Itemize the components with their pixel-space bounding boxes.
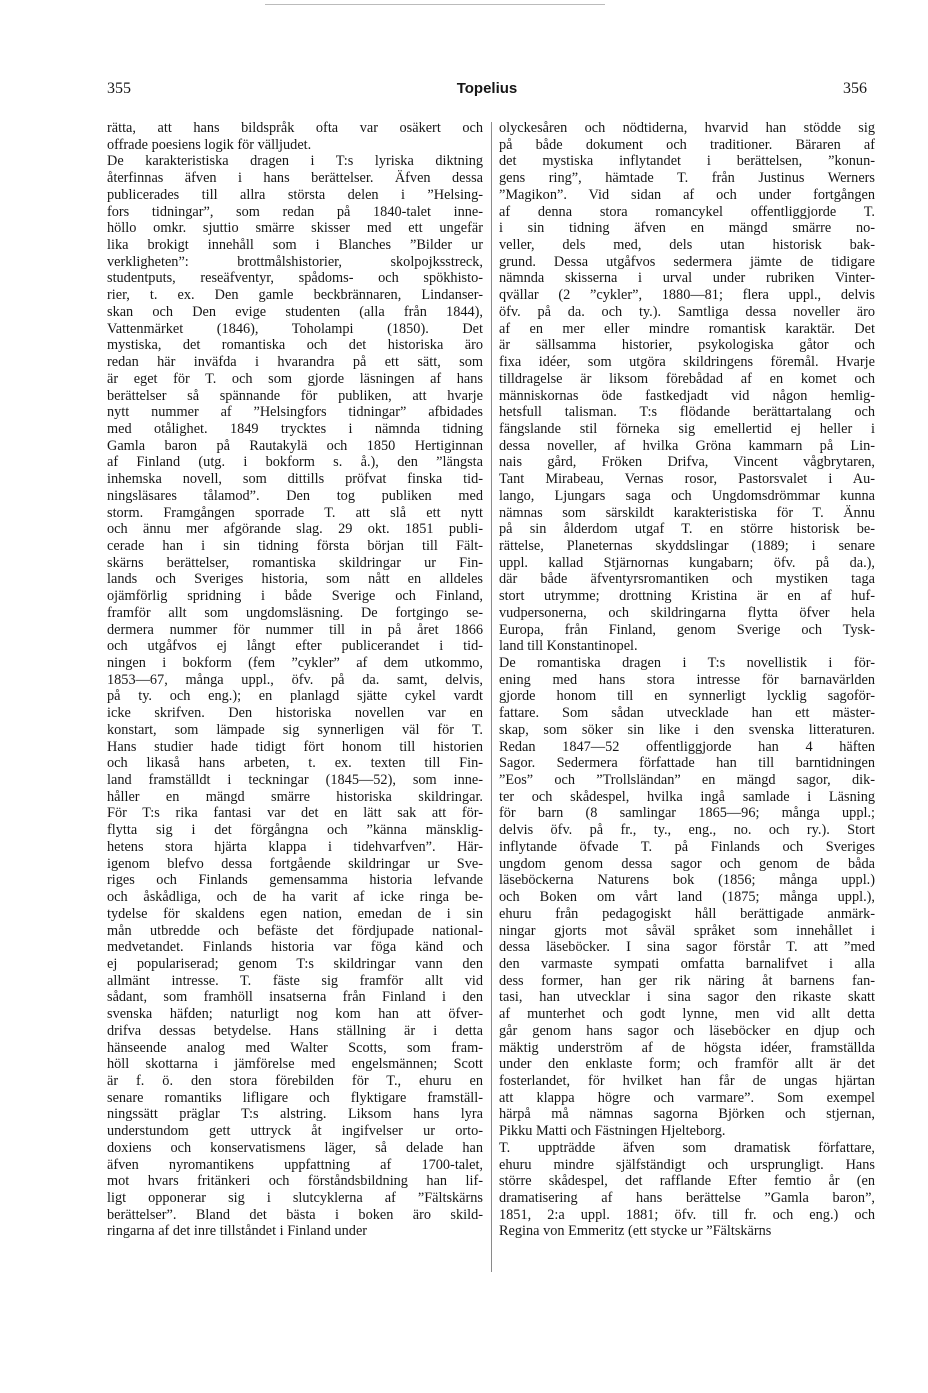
text-line: olyckesåren och nödtiderna, hvarvid han stödde sig xyxy=(499,120,875,136)
text-line: ”Eos” och ”Trollsländan” en mängd sagor, dik- xyxy=(499,772,875,789)
text-line: redan här inväfda i hvarandra på ett sätt, som xyxy=(107,354,483,371)
text-line: där både äfventyrsromantiken och mystiken taga xyxy=(499,571,875,588)
text-line: dessa noveller, af hvilka Gröna kammarn på Lin- xyxy=(499,437,875,454)
text-line: rier, t. ex. Den gamle beckbrännaren, Lindanser- xyxy=(107,287,483,304)
text-line: och utgåfvos ej långt efter publicerandet i tid- xyxy=(107,638,483,655)
text-line: med otålighet. 1849 trycktes i nämnda tidning xyxy=(107,420,483,437)
text-line: tasi, han utvecklar i sina sagor den rikaste skatt xyxy=(499,989,875,1006)
text-line: fors tidningar”, som redan på 1840-talet inne- xyxy=(107,203,483,220)
text-line: och åskådliga, och de ha varit af icke ringa be- xyxy=(107,889,483,906)
text-line: gens ring”, hämtade T. från Justinus Werners xyxy=(499,170,875,187)
text-line: igenom blefvo dessa fortgående skildringar ur Sve- xyxy=(107,855,483,872)
text-line: ”Magikon”. Vid sidan af och under fortgången xyxy=(499,186,875,203)
text-line: att klappa högre och varmare”. Som exempel xyxy=(499,1089,875,1106)
text-line: höllo omkr. sjuttio smärre skisser med ett ungefär xyxy=(107,220,483,237)
text-line: i sin tidning äfven en mängd smärre no- xyxy=(499,220,875,237)
text-line: cerade han i sin tidning första början till Fält- xyxy=(107,537,483,554)
text-line: dermera nummer för nummer till in på året 1866 xyxy=(107,621,483,638)
text-line: och likaså hans arbeten, t. ex. texten till Fin- xyxy=(107,755,483,772)
text-line: ehuru mindre själfständigt och ursprungligt. Hans xyxy=(499,1156,875,1173)
text-line: Regina von Emmeritz (ett stycke ur ”Fältskärns xyxy=(499,1223,772,1240)
text-line: är eget för T. och som gjorde läsningen af hans xyxy=(107,370,483,387)
text-line: Redan 1847—52 offentliggjorde han 4 häften xyxy=(499,738,875,755)
text-line: fosterlandet, för hvilket han får de ungas hjärtan xyxy=(499,1072,875,1089)
text-line: allmänt intresse. T. fäste sig framför allt vid xyxy=(107,972,483,989)
text-line: på sin ålderdom utgaf T. en större historisk be- xyxy=(499,521,875,538)
left-column xyxy=(107,120,483,1240)
text-line: inhemska novell, som dittills pröfvat finska tid- xyxy=(107,471,483,488)
top-rule xyxy=(265,4,605,5)
text-line: fängslande stil förneka sig emellertid ej heller i xyxy=(499,420,875,437)
text-line: dess former, han ger rik näring åt barnens fan- xyxy=(499,972,875,989)
text-line: ojämförlig spridning i både Sverige och Finland, xyxy=(107,588,483,605)
text-line: svenska häfden; naturligt nog kom han att öfver- xyxy=(107,1006,483,1023)
text-line: De romantiska dragen i T:s novellistik i för- xyxy=(499,655,875,671)
text-line: ningsläsares tålamod”. Den tog publiken med xyxy=(107,487,483,504)
text-line: delvis öfv. på fr., ty., eng., no. och ry.). Stort xyxy=(499,822,875,839)
page-title: Topelius xyxy=(456,80,518,97)
text-line: framför allt som ungdomsläsning. De fortgingo se- xyxy=(107,604,483,621)
text-line: nämnas som särskildt karakteristiska för T. Ännu xyxy=(499,504,875,521)
text-line: gjorde honom till en synnerligt lycklig sagoför- xyxy=(499,688,875,705)
text-line: större skådespel, det rafflande Efter femtio år (en xyxy=(499,1173,875,1190)
text-line: Tant Mirabeau, Vernas rosor, Pastorsvalet i Au- xyxy=(499,471,875,488)
text-line: af en mer eller mindre romantisk karaktär. Det xyxy=(499,320,875,337)
text-line: ningssätt präglar T:s alstring. Liksom hans lyra xyxy=(107,1106,483,1123)
text-line: på både dokument och traditioner. Bäraren af xyxy=(499,136,875,153)
text-line: sådant, som framhöll insatserna från Finland i den xyxy=(107,989,483,1006)
text-line: land till Konstantinopel. xyxy=(499,638,638,655)
text-line: T. uppträdde äfven som dramatisk författare, xyxy=(499,1139,875,1156)
text-line: skärns berättelser, romantiska skildringar ur Fin- xyxy=(107,554,483,571)
text-line: nais gård, Fröken Drifva, Vincent vågbrytaren, xyxy=(499,454,875,471)
text-line: fattare. Som sådan utvecklade han ett mäster- xyxy=(499,705,875,722)
text-line: ringarna af det inre tillståndet i Finland under xyxy=(107,1223,368,1240)
text-line: lango, Ljungars saga och Ungdomsdrömmar kunna xyxy=(499,487,875,504)
text-line: uppl. kallad Stjärnornas kungabarn; öfv. på da.), xyxy=(499,554,875,571)
text-line: lands och Sveriges historia, som nått en alldeles xyxy=(107,571,483,588)
text-line: och ännu mer afgörande slag. 29 okt. 1851 publi- xyxy=(107,521,483,538)
text-line: mystiska, det romantiska och det historiska äro xyxy=(107,337,483,354)
text-line: berättelser så spännande för publiken, att hvarje xyxy=(107,387,483,404)
text-line: nämnda skisserna i urval under rubriken Vinter- xyxy=(499,270,875,287)
text-line: höll skottarna i jämförelse med engelsmännen; Scott xyxy=(107,1056,483,1073)
page-number-left: 355 xyxy=(107,80,131,97)
text-line: Sagor. Sedermera författade han till barntidningen xyxy=(499,755,875,772)
page-header xyxy=(107,80,867,104)
text-line: och Boken om vårt land (1875; många uppl.), xyxy=(499,889,875,906)
text-line: Europa, från Finland, genom Sverige och Tysk- xyxy=(499,621,875,638)
text-line: af munterhet och godt lynne, men vid allt detta xyxy=(499,1006,875,1023)
text-line: land framställdt i teckningar (1845—52), som inne- xyxy=(107,772,483,789)
text-line: ening med hans stora intresse för barnavärlden xyxy=(499,671,875,688)
text-line: Hans studier hade tidigt fört honom till historien xyxy=(107,738,483,755)
text-line: hetsfull talisman. T:s flödande berättartalang och xyxy=(499,404,875,421)
text-line: konstart, som lämpade sig synnerligen väl för T. xyxy=(107,721,483,738)
text-line: ehuru från pedagogiskt håll berättigade anmärk- xyxy=(499,905,875,922)
text-line: verkligheten”: brottmålshistorier, skolpojksstreck, xyxy=(107,253,483,270)
text-line: tilldragelse är liksom förebådad af en komet och xyxy=(499,370,875,387)
text-line: äfven nyromantikens uppfattning af 1700-talet, xyxy=(107,1156,483,1173)
text-line: riges och Finlands gemensamma historia lefvande xyxy=(107,872,483,889)
text-line: ningen i bokform (fem ”cykler” af dem utkommo, xyxy=(107,655,483,671)
text-line: drifva dessas betydelse. Hans ställning är i detta xyxy=(107,1022,483,1039)
text-line: dessa läseböcker. I sina sagor förstår T. att ”med xyxy=(499,939,875,956)
text-line: härpå må nämnas sagorna Björken och stjernan, xyxy=(499,1106,875,1123)
text-line: skap, som söker sin like i den svenska litteraturen. xyxy=(499,721,875,738)
text-line: ungdom genom dessa sagor och genom de båda xyxy=(499,855,875,872)
text-line: senare romantiks lifligare och flyktigare framställ- xyxy=(107,1089,483,1106)
text-line: 1853—67, många uppl., öfv. på da. samt, delvis, xyxy=(107,671,483,688)
text-line: Vattenmärket (1846), Toholampi (1850). Det xyxy=(107,320,483,337)
text-line: stort utrymme; drottning Kristina är en af huf- xyxy=(499,588,875,605)
text-line: öfv. på da. och ty.). Samtliga dessa noveller äro xyxy=(499,303,875,320)
text-line: För T:s rika fantasi var det en lätt sak att för- xyxy=(107,805,483,822)
column-divider xyxy=(491,122,492,1272)
text-line: grund. Dessa utgåfvos sedermera jämte de tidigare xyxy=(499,253,875,270)
text-line: understundom gett uttryck åt ingifvelser ur orto- xyxy=(107,1123,483,1140)
text-line: rättelse, Planeternas skyddslingar (1889; i senare xyxy=(499,537,875,554)
text-line: ej populariserad; genom T:s skildringar vann den xyxy=(107,955,483,972)
text-line: qvällar (2 ”cykler”, 1880—81; flera uppl., delvis xyxy=(499,287,875,304)
text-line: af denna stora romancykel offentliggjorde T. xyxy=(499,203,875,220)
text-line: är sällsamma historier, psykologiska gåtor och xyxy=(499,337,875,354)
text-line: hänseende analog med Walter Scotts, som fram- xyxy=(107,1039,483,1056)
text-line: ter och skådespel, hvilka ingå samlade i Läsning xyxy=(499,788,875,805)
right-column xyxy=(499,120,875,1240)
text-line: håller en mängd smärre historiska skildringar. xyxy=(107,788,483,805)
text-line: ligt opponerar sig i slutcyklerna af ”Fältskärns xyxy=(107,1190,483,1206)
text-line: för barn (8 samlingar 1865—96; många uppl.; xyxy=(499,805,875,822)
text-line: läseböckerna Naturens bok (1856; många uppl.) xyxy=(499,872,875,889)
text-line: doxiens och konservatismens läger, så delade han xyxy=(107,1139,483,1156)
text-line: publicerades till allra största delen i ”Helsing- xyxy=(107,186,483,203)
page-number-right: 356 xyxy=(843,80,867,97)
text-line: den varmaste sympati omfatta barnalifvet i alla xyxy=(499,955,875,972)
text-line: rätta, att hans bildspråk ofta var osäkert och xyxy=(107,120,483,136)
text-line: det mystiska inflytandet i berättelsen, ”konun- xyxy=(499,153,875,170)
text-line: berättelser”. Bland det bästa i boken äro skild- xyxy=(107,1206,483,1223)
text-line: Gamla baron på Rautakylä och 1850 Hertiginnan xyxy=(107,437,483,454)
text-line: nytt nummer af ”Helsingfors tidningar” afbidades xyxy=(107,404,483,421)
text-line: af Finland (utg. i bokform s. å.), den ”längsta xyxy=(107,454,483,471)
text-line: på ty. och eng.); en planlagd sjätte cykel vardt xyxy=(107,688,483,705)
text-line: mäktig underström af de högsta idéer, framställda xyxy=(499,1039,875,1056)
text-line: mot hvars fritänkeri och förståndsbildning han lif- xyxy=(107,1173,483,1190)
text-line: studentputs, reseäfventyr, spådoms- och spökhisto- xyxy=(107,270,483,287)
text-line: mån utbredde och befäste det fördjupade national- xyxy=(107,922,483,939)
text-line: fixa idéer, som utgöra skildringens föremål. Hvarje xyxy=(499,354,875,371)
text-line: dramatisering af hans berättelse ”Gamla baron”, xyxy=(499,1190,875,1206)
text-line: icke skrifven. Den historiska novellen var en xyxy=(107,705,483,722)
text-line: ningar gjorts mot såväl språket som innehållet i xyxy=(499,922,875,939)
text-line: inflytande öfvade T. på Finlands och Sveriges xyxy=(499,838,875,855)
text-line: De karakteristiska dragen i T:s lyriska diktning xyxy=(107,153,483,170)
text-line: går genom hans sagor och läseböcker en djup och xyxy=(499,1022,875,1039)
text-line: återfinnas äfven i hans berättelser. Äfven dessa xyxy=(107,170,483,187)
text-line: lika brokigt innehåll som i Blanches ”Bilder ur xyxy=(107,237,483,254)
text-line: vudpersonerna, och skildringarna flytta öfver hela xyxy=(499,604,875,621)
text-line: under den enklaste form; och framför allt är det xyxy=(499,1056,875,1073)
text-line: 1851, 2:a uppl. 1881; öfv. till fr. och eng.) och xyxy=(499,1206,875,1223)
text-line: hetens stora hjärta klappa i tidehvarfven”. Här- xyxy=(107,838,483,855)
text-line: Pikku Matti och Fästningen Hjelteborg. xyxy=(499,1123,726,1140)
text-line: tydelse för skaldens egen nation, emedan de i sin xyxy=(107,905,483,922)
text-line: veller, dels med, dels utan historisk bak- xyxy=(499,237,875,254)
text-line: skan och Den evige studenten (alla från 1844), xyxy=(107,303,483,320)
text-line: medvetandet. Finlands historia var föga känd och xyxy=(107,939,483,956)
text-line: är f. ö. den stora förebilden för T., ehuru en xyxy=(107,1072,483,1089)
text-line: människornas öde fastkedjadt vid någon hemlig- xyxy=(499,387,875,404)
text-line: offrade poesiens logik för välljudet. xyxy=(107,136,312,153)
text-line: flytta sig i det förgångna och ”känna mänsklig- xyxy=(107,822,483,839)
text-line: storm. Framgången sporrade T. att slå ett nytt xyxy=(107,504,483,521)
